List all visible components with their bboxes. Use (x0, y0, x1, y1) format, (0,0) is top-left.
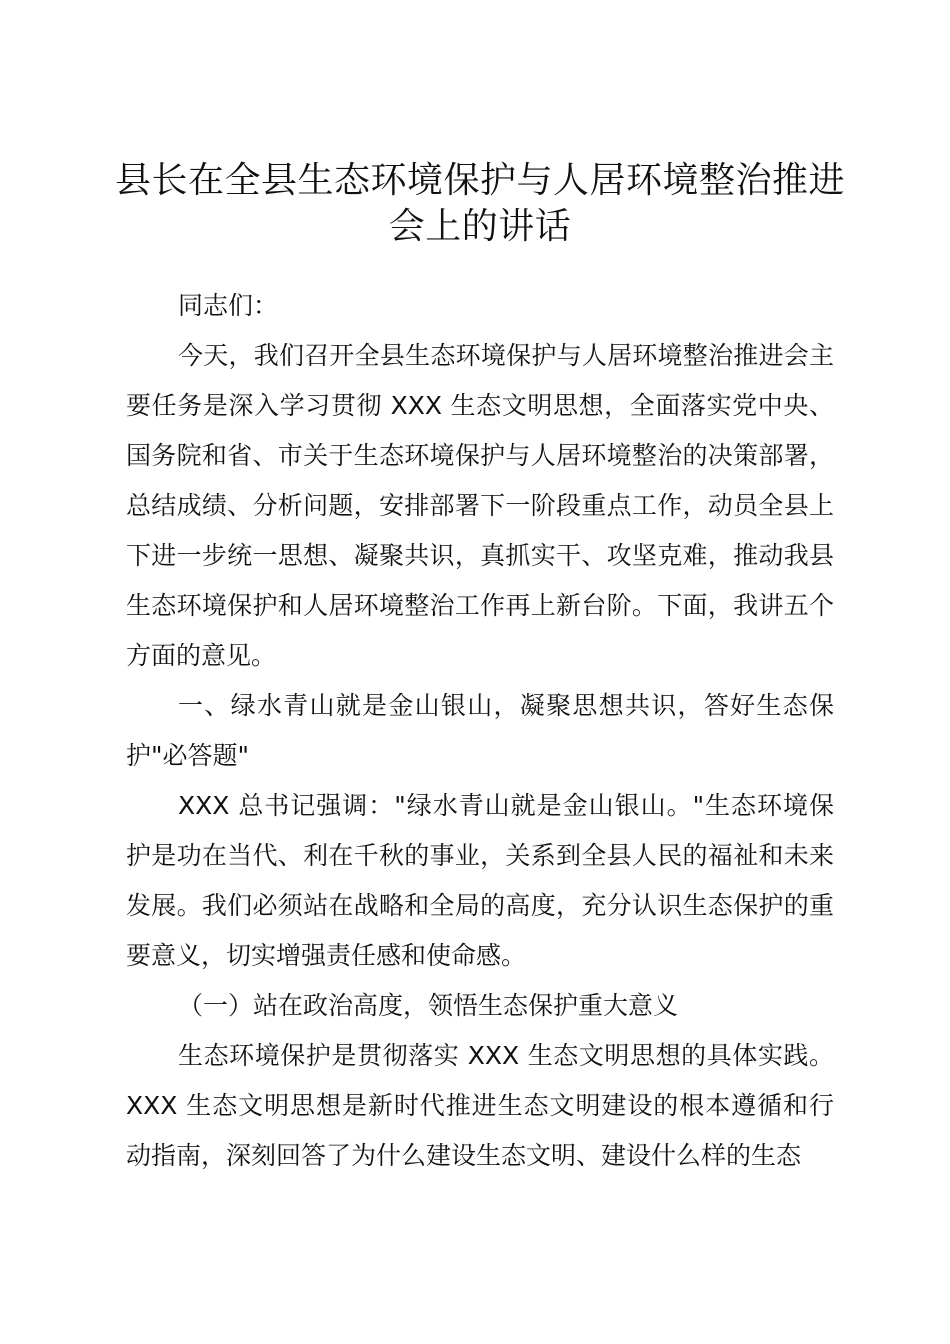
subsection-heading: （一）站在政治高度，领悟生态保护重大意义 (178, 991, 679, 1020)
title-line-1: 县长在全县生态环境保护与人居环境整治推进 (114, 160, 845, 201)
section-heading: 一、绿水青山就是金山银山，凝聚思想共识，答好生态保护"必答题" (126, 691, 834, 770)
salutation: 同志们： (178, 291, 279, 320)
document-title (100, 158, 860, 250)
document-body (126, 281, 834, 1181)
title-line-2: 会上的讲话 (388, 206, 572, 247)
paragraph: 生态环境保护是贯彻落实 XXX 生态文明思想的具体实践。XXX 生态文明思想是新时代推进生态文明建设的根本遵循和行动指南，深刻回答了为什么建设生态文明、建设什么样的生态 (126, 1041, 834, 1170)
paragraph: XXX 总书记强调："绿水青山就是金山银山。"生态环境保护是功在当代、利在千秋的事业，关系到全县人民的福祉和未来发展。我们必须站在战略和全局的高度，充分认识生态保护的重要意义，切实增强责任感和使命感。 (126, 791, 834, 970)
paragraph: 今天，我们召开全县生态环境保护与人居环境整治推进会主要任务是深入学习贯彻 XXX 生态文明思想，全面落实党中央、国务院和省、市关于生态环境保护与人居环境整治的决策部署，总结成绩、分析问题，安排部署下一阶段重点工作，动员全县上下进一步统一思想、凝聚共识，真抓实干、攻坚克难，推动我县生态环境保护和人居环境整治工作再上新台阶。下面，我讲五个方面的意见。 (126, 341, 834, 670)
